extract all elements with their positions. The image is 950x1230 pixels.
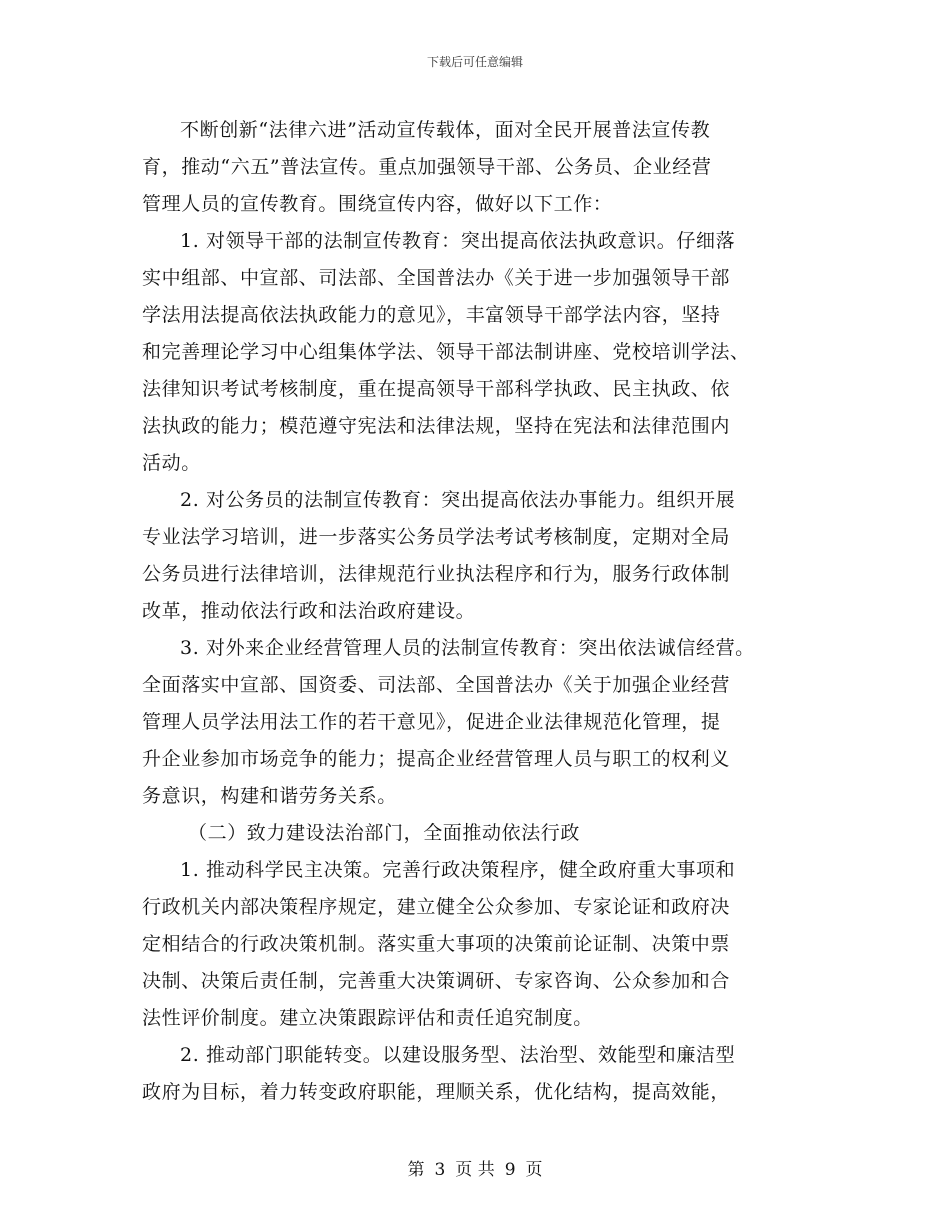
paragraph-line: 专业法学习培训，进一步落实公务员学法考试考核制度，定期对全局: [142, 526, 731, 548]
paragraph-line: 管理人员学法用法工作的若干意见》，促进企业法律规范化管理，提: [142, 711, 721, 733]
paragraph-line: 务意识，构建和谐劳务关系。: [142, 785, 397, 807]
page-label-suffix: 页: [525, 1160, 543, 1180]
paragraph-line: 法律知识考试考核制度，重在提高领导干部科学执政、民主执政、依: [142, 378, 731, 400]
total-pages-number: 9: [504, 1160, 516, 1180]
page-header: 下载后可任意编辑: [426, 55, 523, 69]
paragraph-line: 升企业参加市场竞争的能力；提高企业经营管理人员与职工的权利义: [142, 748, 731, 770]
paragraph-line: 政府为目标，着力转变政府职能，理顺关系，优化结构，提高效能，: [142, 1081, 731, 1103]
paragraph-line: 管理人员的宣传教育。围绕宣传内容，做好以下工作：: [142, 193, 613, 215]
paragraph-line: 决制、决策后责任制，完善重大决策调研、专家咨询、公众参加和合: [142, 970, 731, 992]
paragraph-line: 实中组部、中宣部、司法部、全国普法办《关于进一步加强领导干部: [142, 267, 731, 289]
paragraph-line: 2. 推动部门职能转变。以建设服务型、法治型、效能型和廉洁型: [180, 1044, 736, 1066]
document-body: [142, 112, 808, 1111]
paragraph-line: 法性评价制度。建立决策跟踪评估和责任追究制度。: [142, 1007, 593, 1029]
paragraph-line: 1. 对领导干部的法制宣传教育：突出提高依法执政意识。仔细落: [180, 230, 736, 252]
section-heading: （二）致力建设法治部门，全面推动依法行政: [188, 822, 581, 844]
current-page-number: 3: [434, 1160, 446, 1180]
paragraph-line: 定相结合的行政决策机制。落实重大事项的决策前论证制、决策中票: [142, 933, 731, 955]
paragraph-line: 改革，推动依法行政和法治政府建设。: [142, 600, 476, 622]
paragraph-line: 2. 对公务员的法制宣传教育：突出提高依法办事能力。组织开展: [180, 489, 736, 511]
paragraph-line: 3. 对外来企业经营管理人员的法制宣传教育：突出依法诚信经营。: [180, 637, 755, 659]
paragraph-line: 活动。: [142, 452, 201, 474]
paragraph-line: 行政机关内部决策程序规定，建立健全公众参加、专家论证和政府决: [142, 896, 731, 918]
paragraph-line: 和完善理论学习中心组集体学法、领导干部法制讲座、党校培训学法、: [142, 341, 750, 363]
paragraph-line: 1. 推动科学民主决策。完善行政决策程序，健全政府重大事项和: [180, 859, 736, 881]
paragraph-line: 育，推动“六五”普法宣传。重点加强领导干部、公务员、企业经营: [142, 156, 712, 178]
page-label-mid: 页 共: [455, 1160, 495, 1180]
page-label-prefix: 第: [407, 1160, 425, 1180]
paragraph-line: 法执政的能力；模范遵守宪法和法律法规，坚持在宪法和法律范围内: [142, 415, 731, 437]
paragraph-line: 全面落实中宣部、国资委、司法部、全国普法办《关于加强企业经营: [142, 674, 731, 696]
paragraph-line: 公务员进行法律培训，法律规范行业执法程序和行为，服务行政体制: [142, 563, 731, 585]
paragraph-line: 不断创新“法律六进”活动宣传载体，面对全民开展普法宣传教: [180, 119, 711, 141]
page-footer: [0, 1155, 950, 1180]
paragraph-line: 学法用法提高依法执政能力的意见》，丰富领导干部学法内容，坚持: [142, 304, 721, 326]
